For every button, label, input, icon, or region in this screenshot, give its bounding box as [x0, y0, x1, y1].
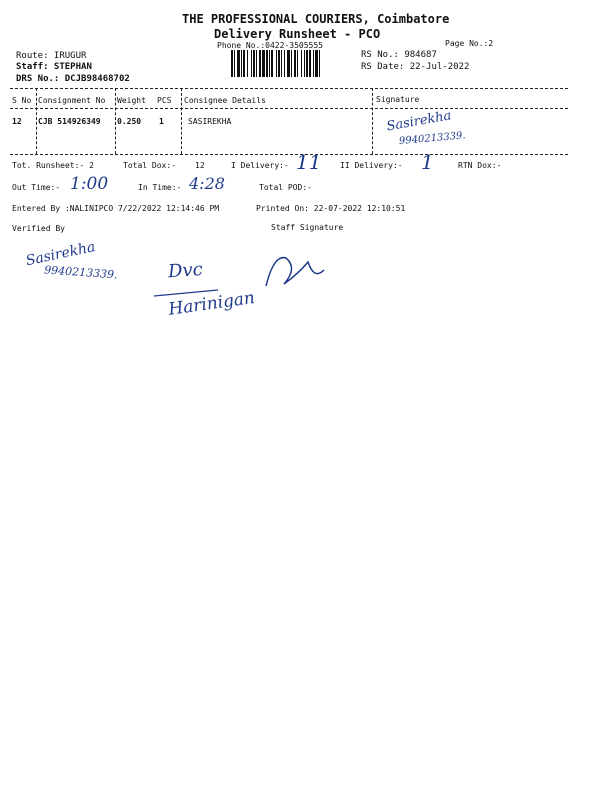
staff-handwriting-icon	[148, 240, 348, 320]
col-divider	[36, 88, 37, 154]
cell-pcs: 1	[159, 117, 164, 126]
handwritten-verified-phone: 9940213339.	[43, 263, 118, 282]
staff-signature-label: Staff Signature	[271, 223, 344, 232]
route-label: Route: IRUGUR	[16, 51, 87, 61]
cell-sno: 12	[12, 117, 22, 126]
out-time-label: Out Time:-	[12, 183, 61, 192]
header-pcs: PCS	[157, 96, 172, 105]
col-divider	[115, 88, 116, 154]
cell-consignment: CJB 514926349	[38, 117, 101, 126]
ii-delivery-label: II Delivery:-	[340, 161, 403, 170]
cell-weight: 0.250	[117, 117, 142, 126]
recipient-signature-icon	[383, 106, 498, 148]
header-consignee: Consignee Details	[184, 96, 266, 105]
handwritten-note-1: Dvc	[167, 258, 204, 283]
total-dox-value: 12	[195, 161, 205, 170]
handwritten-verified-name: Sasirekha	[24, 238, 97, 270]
handwritten-phone: 9940213339.	[398, 130, 467, 148]
header-consignment: Consignment No	[38, 96, 106, 105]
header-signature: Signature	[376, 95, 420, 104]
table-top-rule	[10, 88, 568, 89]
document-title: Delivery Runsheet - PCO	[214, 27, 381, 41]
verified-signature-icon	[22, 238, 152, 288]
entered-by: Entered By :NALINIPCO 7/22/2022 12:14:46 PM	[12, 204, 220, 213]
rs-number: RS No.: 984687	[361, 50, 437, 60]
total-dox-label: Total Dox:-	[123, 161, 176, 170]
i-delivery-value: 11	[296, 150, 322, 174]
rs-date: RS Date: 22-Jul-2022	[361, 62, 470, 72]
header-sno: S No	[12, 96, 32, 105]
phone-number: Phone No.:0422-3505555	[217, 41, 323, 50]
total-pod-label: Total POD:-	[259, 183, 312, 192]
tot-runsheet: Tot. Runsheet:- 2	[12, 161, 94, 170]
verified-by-label: Verified By	[12, 224, 65, 233]
staff-label: Staff: STEPHAN	[16, 62, 92, 72]
printed-on: Printed On: 22-07-2022 12:10:51	[256, 204, 406, 213]
company-title: THE PROFESSIONAL COURIERS, Coimbatore	[182, 12, 450, 26]
in-time-label: In Time:-	[138, 183, 182, 192]
ii-delivery-value: 1	[421, 150, 434, 174]
drs-number: DRS No.: DCJB98468702	[16, 74, 130, 84]
handwritten-name: Sasirekha	[385, 108, 453, 135]
i-delivery-label: I Delivery:-	[231, 161, 289, 170]
in-time-value: 4:28	[189, 174, 225, 193]
barcode	[231, 50, 357, 77]
header-weight: Weight	[117, 96, 146, 105]
col-divider	[181, 88, 182, 154]
out-time-value: 1:00	[70, 174, 109, 194]
table-bottom-rule	[10, 154, 568, 155]
col-divider	[372, 88, 373, 154]
handwritten-note-2: Harinigan	[167, 287, 257, 320]
rtn-dox-label: RTN Dox:-	[458, 161, 502, 170]
cell-consignee: SASIREKHA	[188, 117, 232, 126]
page-number: Page No.:2	[445, 39, 494, 48]
